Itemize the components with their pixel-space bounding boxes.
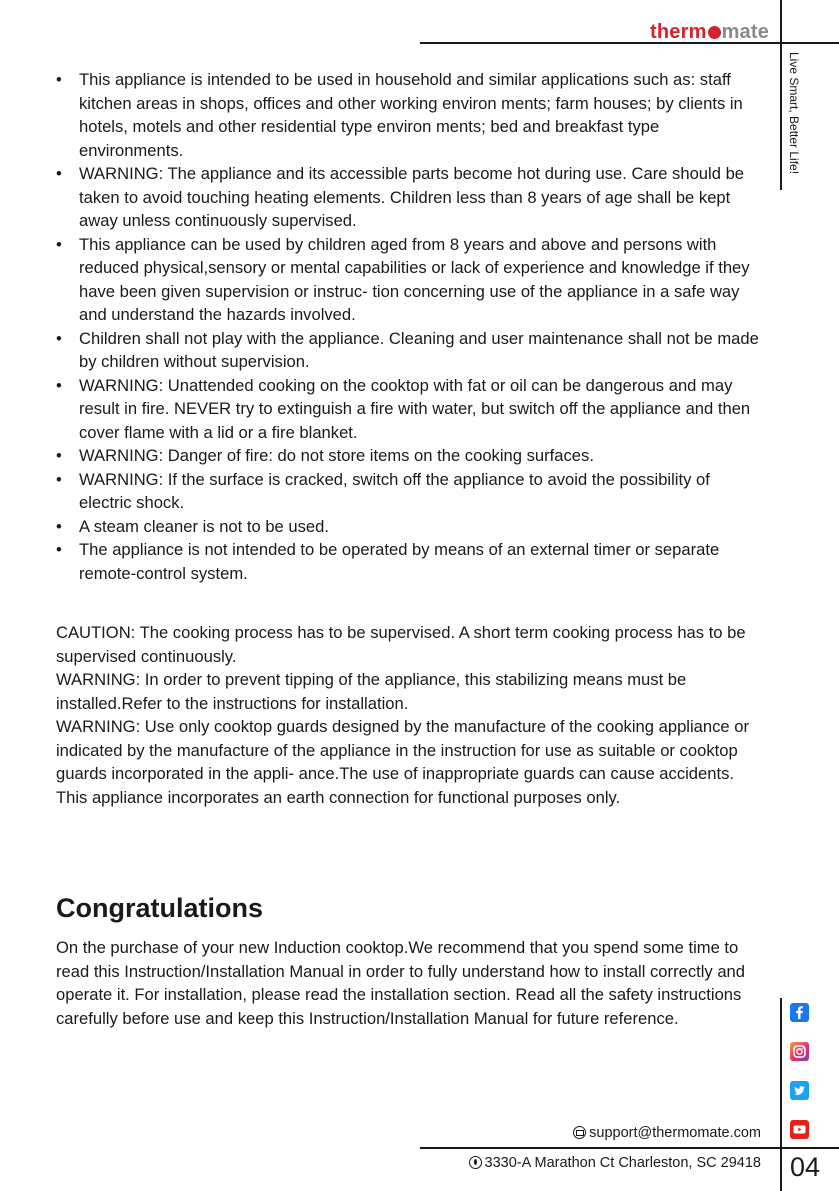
bullet-text: Children shall not play with the appliance. Cleaning and user maintenance shall not be made by children without supervision. <box>79 328 759 371</box>
list-item <box>56 68 766 162</box>
header-rule <box>420 42 839 44</box>
bullet-icon: • <box>56 540 62 559</box>
bullet-icon: • <box>56 328 62 348</box>
twitter-icon[interactable] <box>790 1081 809 1100</box>
brand-logo <box>650 20 769 44</box>
bullet-text: WARNING: The appliance and its accessible parts become hot during use. Care should be taken to avoid touching heating elements. Children less than 8 years of age shall be kept away unless continuously supervised. <box>79 164 745 230</box>
section-heading: Congratulations <box>56 893 263 923</box>
list-item <box>56 468 766 515</box>
company-address-text: 3330-A Marathon Ct Charleston, SC 29418 <box>484 1155 761 1171</box>
list-item <box>56 233 766 327</box>
side-rule-top <box>780 0 782 190</box>
logo-o-mark <box>708 26 721 39</box>
facebook-icon[interactable] <box>790 1003 809 1022</box>
location-pin-icon <box>469 1156 482 1169</box>
list-item <box>56 538 766 585</box>
list-item <box>56 327 766 374</box>
page-number: 04 <box>790 1152 821 1182</box>
list-item <box>56 162 766 233</box>
bullet-text: This appliance can be used by children aged from 8 years and above and persons with reduced physical,sensory or mental capabilities or lack of experience and knowledge if they have been given supervision or instruc- tion concerning use of the appliance in a safe way and understand the hazards involved. <box>79 234 750 324</box>
safety-bullet-list <box>56 68 766 585</box>
bullet-text: WARNING: Unattended cooking on the cooktop with fat or oil can be dangerous and may result in fire. NEVER try to extinguish a fire with water, but switch off the appliance and then cover flame with a lid or a fire blanket. <box>79 375 751 442</box>
logo-text-part2: mate <box>721 21 770 43</box>
caution-paragraph: CAUTION: The cooking process has to be supervised. A short term cooking process has to be supervised continuously. <box>56 623 746 666</box>
bullet-text: WARNING: If the surface is cracked, switch off the appliance to avoid the possibility of electric shock. <box>79 469 710 512</box>
bullet-icon: • <box>56 234 62 254</box>
bullet-text: WARNING: Danger of fire: do not store items on the cooking surfaces. <box>79 446 594 465</box>
brand-tagline: Live Smart, Better Life! <box>787 52 801 175</box>
bullet-text: This appliance is intended to be used in household and similar applications such as: staff kitchen areas in shops, offices and other working environ ments; farm houses; by clients in hotels, motels and other residential type environ ments; bed and breakfast type environments. <box>79 70 743 160</box>
list-item <box>56 444 766 468</box>
bullet-icon: • <box>56 446 62 465</box>
company-address <box>469 1154 761 1172</box>
list-item <box>56 515 766 539</box>
section-body: On the purchase of your new Induction cooktop.We recommend that you spend some time to read this Instruction/Installation Manual in order to fully understand how to install correctly and operate it. For installation, please read the installation section. Read all the safety instructions carefully before use and keep this Instruction/Installation Manual for future reference. <box>56 938 746 1028</box>
bullet-icon: • <box>56 164 62 183</box>
bullet-icon: • <box>56 516 62 536</box>
bullet-text: A steam cleaner is not to be used. <box>79 516 329 536</box>
youtube-icon[interactable] <box>790 1120 809 1139</box>
guards-warning-paragraph: WARNING: Use only cooktop guards designed by the manufacture of the cooking appliance or indicated by the manufacture of the appliance in the instruction for use as suitable or cooktop guards incorporated in the appli- ance.The use of inappropriate guards can cause accidents. This appliance incorporates an earth connection for functional purposes only. <box>56 717 750 807</box>
bullet-text: The appliance is not intended to be operated by means of an external timer or separate remote-control system. <box>79 540 720 583</box>
list-item <box>56 374 766 445</box>
bullet-icon: • <box>56 375 62 395</box>
bullet-icon: • <box>56 469 62 489</box>
footer-rule <box>420 1147 839 1149</box>
support-email-text: support@thermomate.com <box>589 1125 761 1141</box>
bullet-icon: • <box>56 70 62 89</box>
logo-text-part1: therm <box>650 21 707 43</box>
support-email[interactable] <box>573 1124 761 1142</box>
tipping-warning-paragraph: WARNING: In order to prevent tipping of the appliance, this stabilizing means must be installed.Refer to the instructions for installation. <box>56 670 687 713</box>
warning-paragraphs <box>56 621 766 809</box>
instagram-icon[interactable] <box>790 1042 809 1061</box>
side-rule-bottom <box>780 998 782 1191</box>
mail-icon <box>573 1126 586 1139</box>
